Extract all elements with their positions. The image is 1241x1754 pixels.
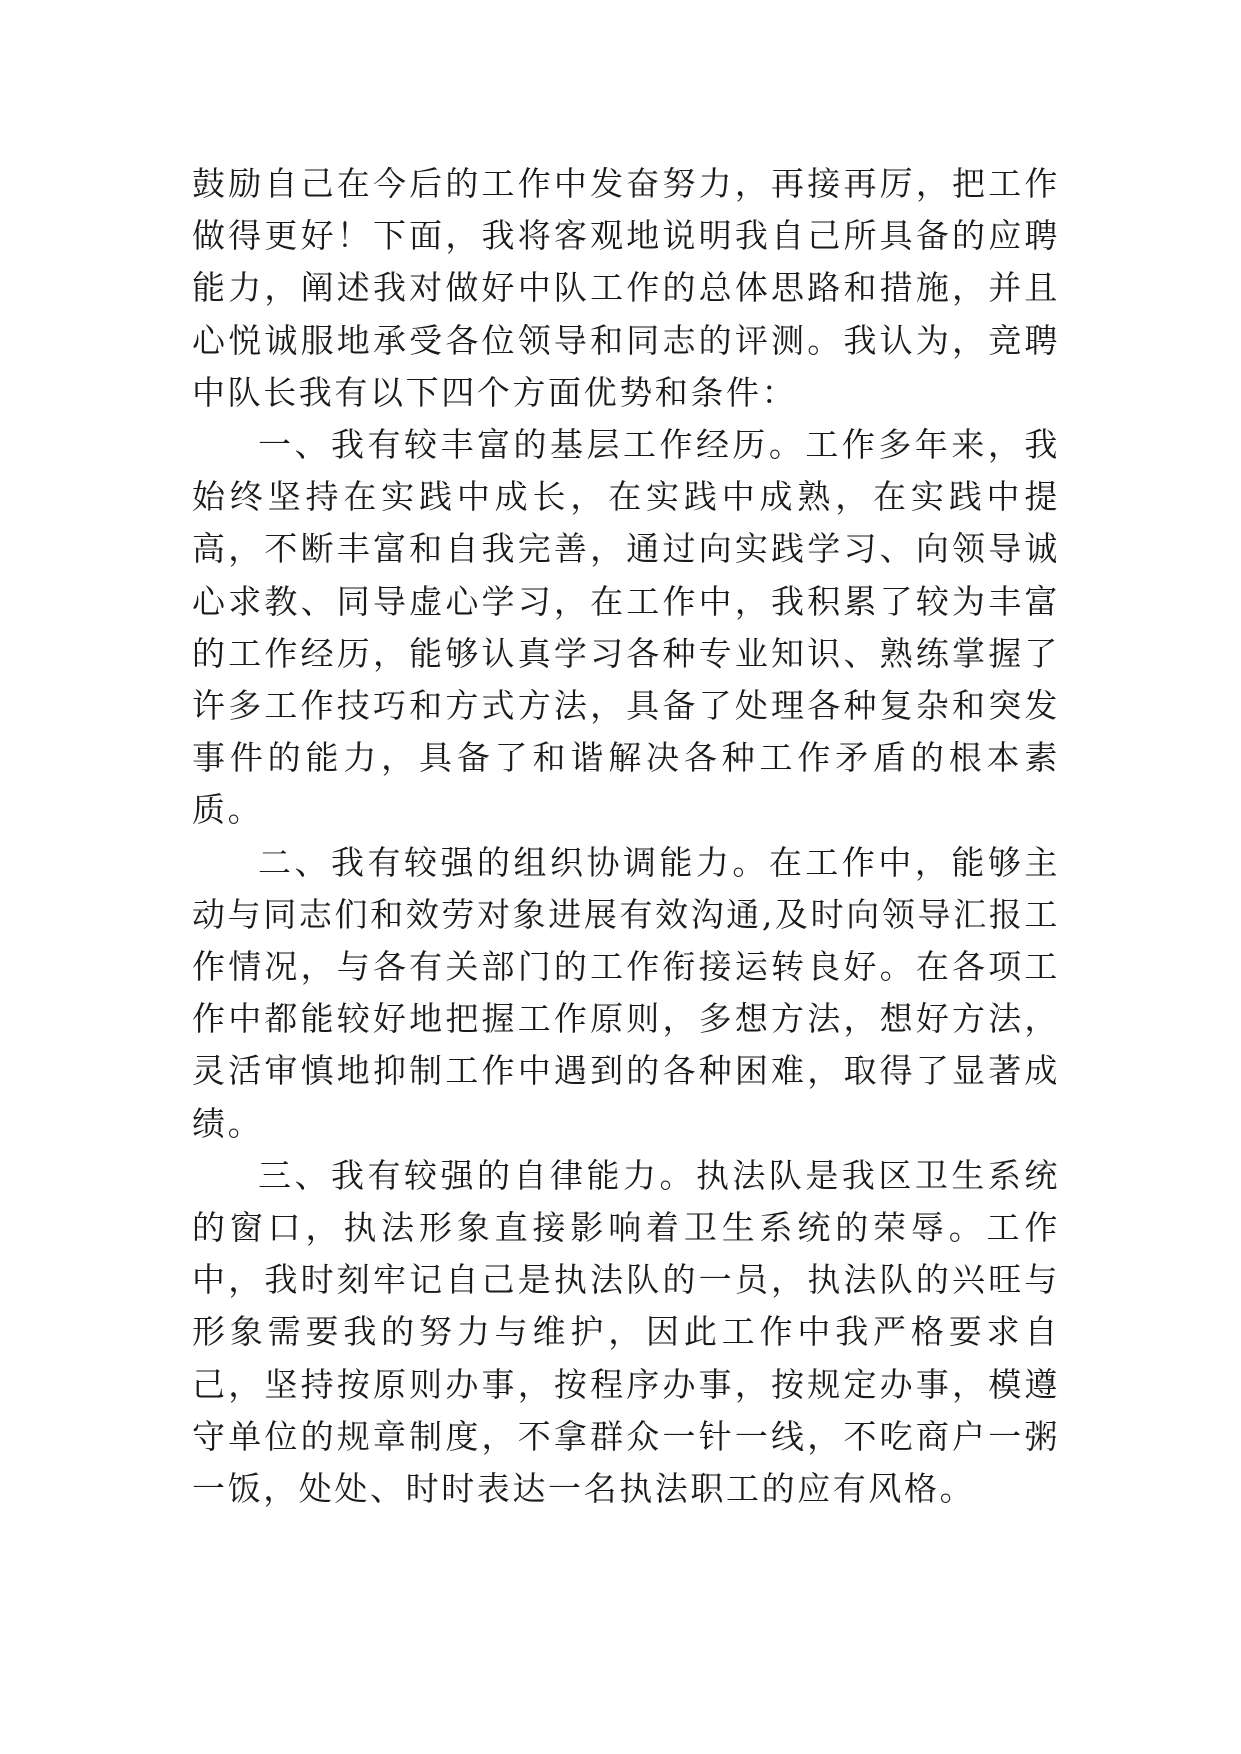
paragraph-grassroots-experience: 一、我有较丰富的基层工作经历。工作多年来，我始终坚持在实践中成长，在实践中成熟，在实践中提高，不断丰富和自我完善，通过向实践学习、向领导诚心求教、同导虚心学习，在工作中，我积累了较为丰富的工作经历，能够认真学习各种专业知识、熟练掌握了许多工作技巧和方式方法，具备了处理各种复杂和突发事件的能力，具备了和谐解决各种工作矛盾的根本素质。 [192,425,1060,830]
document-body [192,158,1060,1515]
paragraph-coordination-ability: 二、我有较强的组织协调能力。在工作中，能够主动与同志们和效劳对象进展有效沟通,及时向领导汇报工作情况，与各有关部门的工作衔接运转良好。在各项工作中都能较好地把握工作原则，多想方法，想好方法，灵活审慎地抑制工作中遇到的各种困难，取得了显著成绩。 [192,842,1060,1143]
paragraph-continued: 鼓励自己在今后的工作中发奋努力，再接再厉，把工作做得更好！下面，我将客观地说明我自己所具备的应聘能力，阐述我对做好中队工作的总体思路和措施，并且心悦诚服地承受各位领导和同志的评测。我认为，竞聘中队长我有以下四个方面优势和条件： [192,164,1060,412]
paragraph-self-discipline: 三、我有较强的自律能力。执法队是我区卫生系统的窗口，执法形象直接影响着卫生系统的荣辱。工作中，我时刻牢记自己是执法队的一员，执法队的兴旺与形象需要我的努力与维护，因此工作中我严格要求自己，坚持按原则办事，按程序办事，按规定办事，模遵守单位的规章制度，不拿群众一针一线，不吃商户一粥一饭，处处、时时表达一名执法职工的应有风格。 [192,1155,1060,1509]
